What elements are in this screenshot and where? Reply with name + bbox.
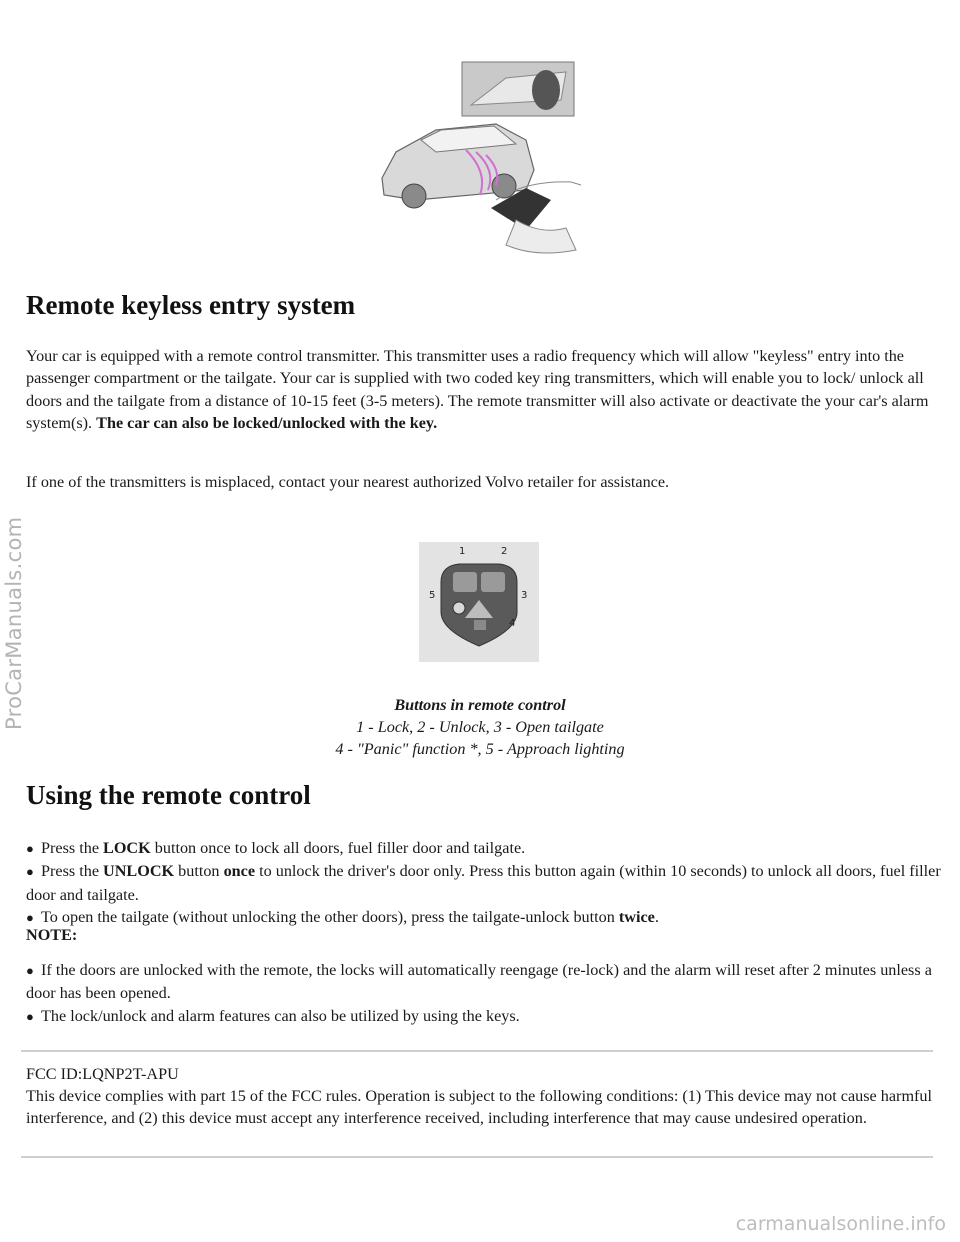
heading-using-remote-control: Using the remote control [26,780,311,810]
car-remote-illustration [376,60,588,260]
remote-label-1: 1 [459,546,466,557]
remote-label-3: 3 [521,590,528,601]
item-text: button once to lock all doors, fuel filler door and tailgate. [150,839,526,857]
figure-caption-line3: 4 - "Panic" function *, 5 - Approach lighting [335,740,625,758]
fcc-statement: This device complies with part 15 of the FCC rules. Operation is subject to the following conditions: (1) This device may not cause harmful interference, and (2) this device must accept any interference received, including interference that may cause undesired operation. [26,1087,933,1128]
item-text: To open the tailgate (without unlocking the other doors), press the tailgate-unlock button [41,908,619,927]
item-bold: LOCK [103,839,151,857]
list-item [26,860,941,906]
divider-top [21,1050,933,1052]
list-item [26,906,941,929]
item-text: Press the [41,839,104,857]
using-remote-list [26,837,941,930]
fcc-id: FCC ID:LQNP2T-APU [26,1065,179,1083]
item-text: Press the [41,862,104,881]
item-text: to unlock the driver's door only. Press this button again (within 10 seconds) to unlock all doors, fuel filler door and tailgate. [26,862,941,904]
item-bold: UNLOCK [103,862,175,881]
list-item [26,837,941,860]
remote-entry-paragraph [26,345,941,435]
figure-caption-title: Buttons in remote control [394,696,566,714]
side-watermark: ProCarManuals.com [2,516,26,730]
list-item [26,1005,941,1028]
item-text: The lock/unlock and alarm features can also be utilized by using the keys. [41,1006,520,1025]
heading-remote-keyless-entry: Remote keyless entry system [26,290,356,320]
bullet-icon: ● [26,910,34,926]
remote-entry-text: Your car is equipped with a remote control transmitter. This transmitter uses a radio frequency which will allow "keyless" entry into the passenger compartment or the tailgate. Your car is supplied with two coded key ring transmitters, which will enable you to lock/ unlock all doors and the tailgate from a distance of 10-15 feet (3-5 meters). The remote transmitter will also activate or deactivate the your car's alarm system(s). [26,347,929,433]
figure-caption-line2: 1 - Lock, 2 - Unlock, 3 - Open tailgate [356,718,604,736]
remote-buttons-illustration [419,542,539,662]
remote-label-2: 2 [501,546,508,557]
remote-label-4: 4 [509,618,516,629]
item-text: If the doors are unlocked with the remote, the locks will automatically reengage (re-lock) and the alarm will reset after 2 minutes unless a door has been opened. [26,961,932,1003]
note-list [26,959,941,1028]
bullet-icon: ● [26,841,34,856]
item-bold: twice [618,908,655,927]
bullet-icon: ● [26,1008,34,1024]
item-text: button [174,862,224,881]
note-label: NOTE: [26,926,78,944]
item-text: . [654,908,659,927]
misplaced-transmitter-paragraph: If one of the transmitters is misplaced, contact your nearest authorized Volvo retailer for assistance. [26,473,670,491]
list-item [26,959,941,1005]
remote-entry-bold-text: The car can also be locked/unlocked with the key. [96,414,438,433]
bullet-icon: ● [26,963,34,978]
divider-bottom [21,1156,933,1158]
bullet-icon: ● [26,864,34,880]
corner-watermark: carmanualsonline.info [735,1213,946,1235]
item-bold: once [223,862,256,881]
remote-label-5: 5 [429,590,436,601]
